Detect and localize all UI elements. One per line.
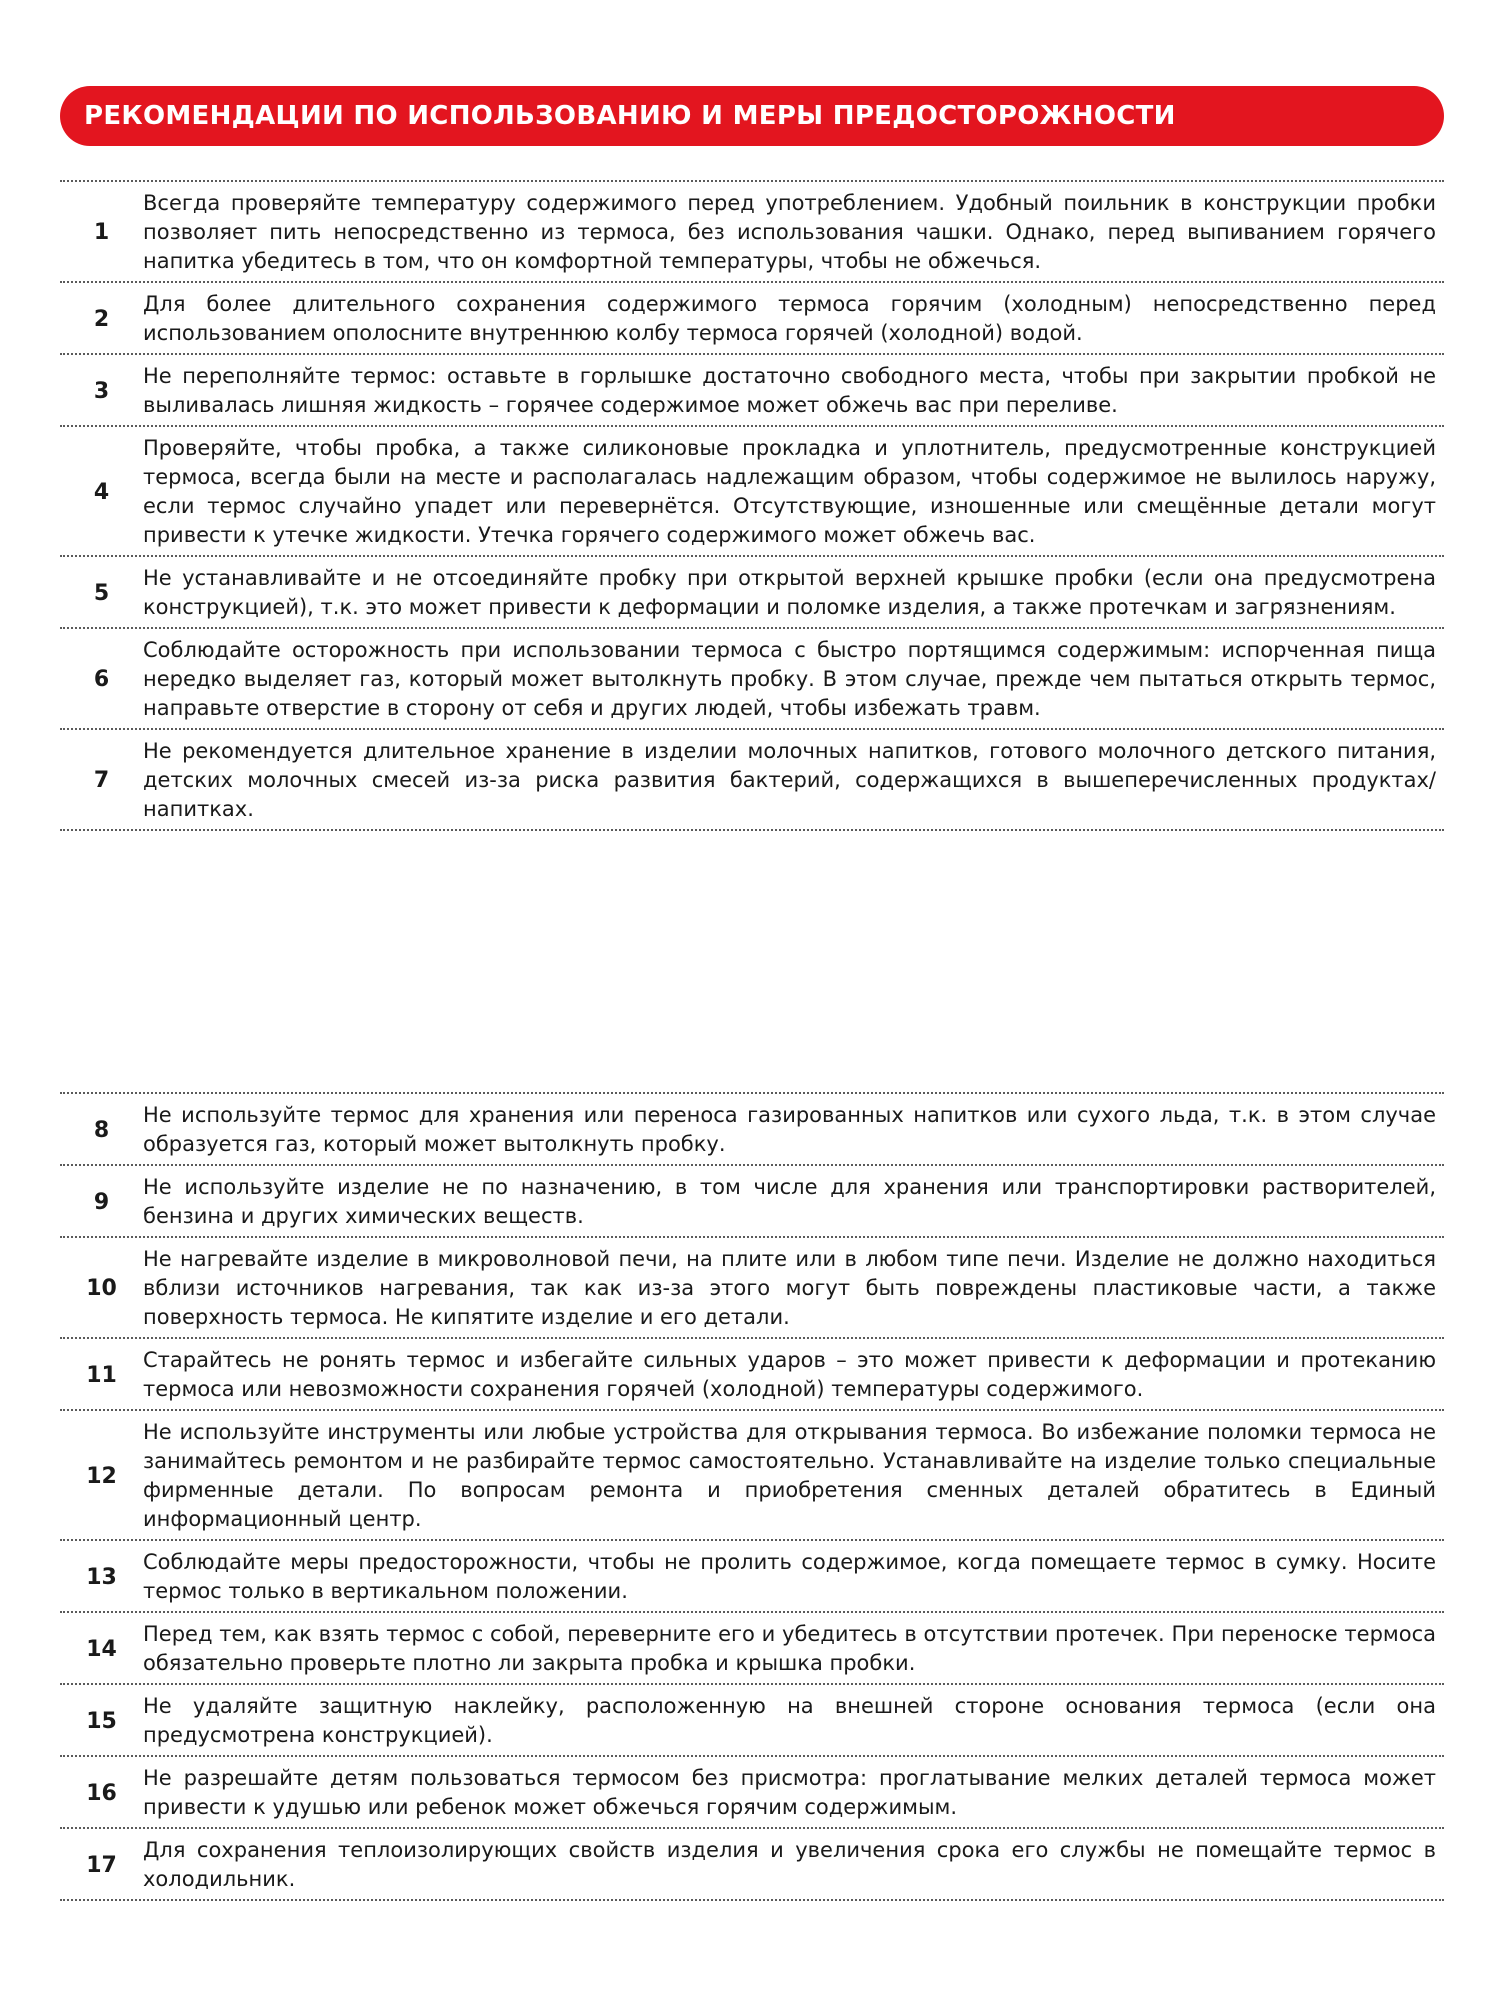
list-item: [60, 1613, 1444, 1683]
item-number: 14: [86, 1636, 117, 1662]
item-text: Соблюдайте осторожность при использовании термоса с быстро портящимся содержимым: испорченная пища нередко выделяет газ, который может вытолкнуть пробку. В этом случае, прежде чем пытаться открыть термос, направьте отверстие в сторону от себя и других людей, чтобы избежать травм.: [143, 638, 1436, 720]
item-text: Проверяйте, чтобы пробка, а также силиконовые прокладка и уплотнитель, предусмотренные конструкцией термоса, всегда были на месте и располагалась надлежащим образом, чтобы содержимое не вылилось наружу, если термос случайно упадет или перевернётся. Отсутствующие, изношенные или смещённые детали могут привести к утечке жидкости. Утечка горячего содержимого может обжечь вас.: [143, 436, 1436, 547]
item-text: Не удаляйте защитную наклейку, расположенную на внешней стороне основания термоса (если она предусмотрена конструкцией).: [143, 1694, 1436, 1747]
list-item: [60, 1339, 1444, 1409]
list-item: [60, 1685, 1444, 1755]
item-text: Для более длительного сохранения содержимого термоса горячим (холодным) непосредственно перед использованием ополосните внутреннюю колбу термоса горячей (холодной) водой.: [143, 292, 1436, 345]
list-item: [60, 1166, 1444, 1236]
list-item: [60, 629, 1444, 728]
item-number: 2: [93, 306, 110, 332]
dotted-divider: [60, 829, 1444, 831]
item-number: 8: [93, 1117, 110, 1143]
item-text: Не переполняйте термос: оставьте в горлышке достаточно свободного места, чтобы при закрытии пробкой не выливалась лишняя жидкость – горячее содержимое может обжечь вас при переливе.: [143, 364, 1436, 417]
list-item: [60, 427, 1444, 555]
item-text: Не используйте изделие не по назначению, в том числе для хранения или транспортировки растворителей, бензина и других химических веществ.: [143, 1175, 1436, 1228]
item-number: 11: [86, 1362, 117, 1388]
list-item: [60, 1541, 1444, 1611]
recommendations-list-part-2: [60, 1092, 1444, 1901]
item-number: 6: [93, 667, 110, 692]
section-title: РЕКОМЕНДАЦИИ ПО ИСПОЛЬЗОВАНИЮ И МЕРЫ ПРЕДОСТОРОЖНОСТИ: [84, 101, 1176, 131]
list-item: [60, 182, 1444, 281]
item-number: 4: [93, 479, 110, 505]
item-number: 12: [86, 1463, 117, 1489]
item-number: 1: [93, 220, 110, 245]
item-number: 7: [93, 768, 110, 793]
item-number: 17: [86, 1852, 117, 1878]
item-text: Не используйте инструменты или любые устройства для открывания термоса. Во избежание поломки термоса не занимайтесь ремонтом и не разбирайте термос самостоятельно. Устанавливайте на изделие только специальные фирменные детали. По вопросам ремонта и приобретения сменных деталей обратитесь в Единый информационный центр.: [143, 1420, 1436, 1531]
item-text: Не нагревайте изделие в микроволновой печи, на плите или в любом типе печи. Изделие не должно находиться вблизи источников нагревания, так как из-за этого могут быть повреждены пластиковые части, а также поверхность термоса. Не кипятите изделие и его детали.: [143, 1247, 1436, 1329]
list-item: [60, 283, 1444, 353]
list-item: [60, 1757, 1444, 1827]
section-header-bar: [60, 86, 1444, 146]
list-item: [60, 1094, 1444, 1164]
item-number: 13: [86, 1564, 117, 1590]
list-item: [60, 557, 1444, 627]
item-text: Всегда проверяйте температуру содержимого перед употреблением. Удобный поильник в конструкции пробки позволяет пить непосредственно из термоса, без использования чашки. Однако, перед выпиванием горячего напитка убедитесь в том, что он комфортной температуры, чтобы не обжечься.: [143, 191, 1436, 273]
item-number: 3: [93, 378, 110, 404]
item-number: 10: [86, 1276, 117, 1301]
item-text: Для сохранения теплоизолирующих свойств изделия и увеличения срока его службы не помещайте термос в холодильник.: [143, 1838, 1436, 1891]
dotted-divider: [60, 1899, 1444, 1901]
list-item: [60, 1238, 1444, 1337]
item-text: Не разрешайте детям пользоваться термосом без присмотра: проглатывание мелких деталей термоса может привести к удушью или ребенок может обжечься горячим содержимым.: [143, 1766, 1436, 1819]
recommendations-list-part-1: [60, 180, 1444, 831]
item-text: Не устанавливайте и не отсоединяйте пробку при открытой верхней крышке пробки (если она предусмотрена конструкцией), т.к. это может привести к деформации и поломке изделия, а также протечкам и загрязнениям.: [143, 566, 1436, 619]
item-number: 9: [93, 1189, 110, 1215]
list-item: [60, 1411, 1444, 1539]
item-text: Не рекомендуется длительное хранение в изделии молочных напитков, готового молочного детского питания, детских молочных смесей из-за риска развития бактерий, содержащихся в вышеперечисленных продуктах/напитках.: [143, 739, 1436, 821]
item-number: 15: [86, 1708, 117, 1734]
item-text: Соблюдайте меры предосторожности, чтобы не пролить содержимое, когда помещаете термос в сумку. Носите термос только в вертикальном положении.: [143, 1550, 1436, 1603]
item-text: Не используйте термос для хранения или переноса газированных напитков или сухого льда, т.к. в этом случае образуется газ, который может вытолкнуть пробку.: [143, 1103, 1436, 1156]
item-number: 5: [93, 580, 110, 606]
list-item: [60, 1829, 1444, 1899]
item-text: Перед тем, как взять термос с собой, переверните его и убедитесь в отсутствии протечек. При переноске термоса обязательно проверьте плотно ли закрыта пробка и крышка пробки.: [143, 1622, 1436, 1675]
list-item: [60, 730, 1444, 829]
item-number: 16: [86, 1780, 117, 1806]
list-item: [60, 355, 1444, 425]
item-text: Старайтесь не ронять термос и избегайте сильных ударов – это может привести к деформации и протеканию термоса или невозможности сохранения горячей (холодной) температуры содержимого.: [143, 1348, 1436, 1401]
